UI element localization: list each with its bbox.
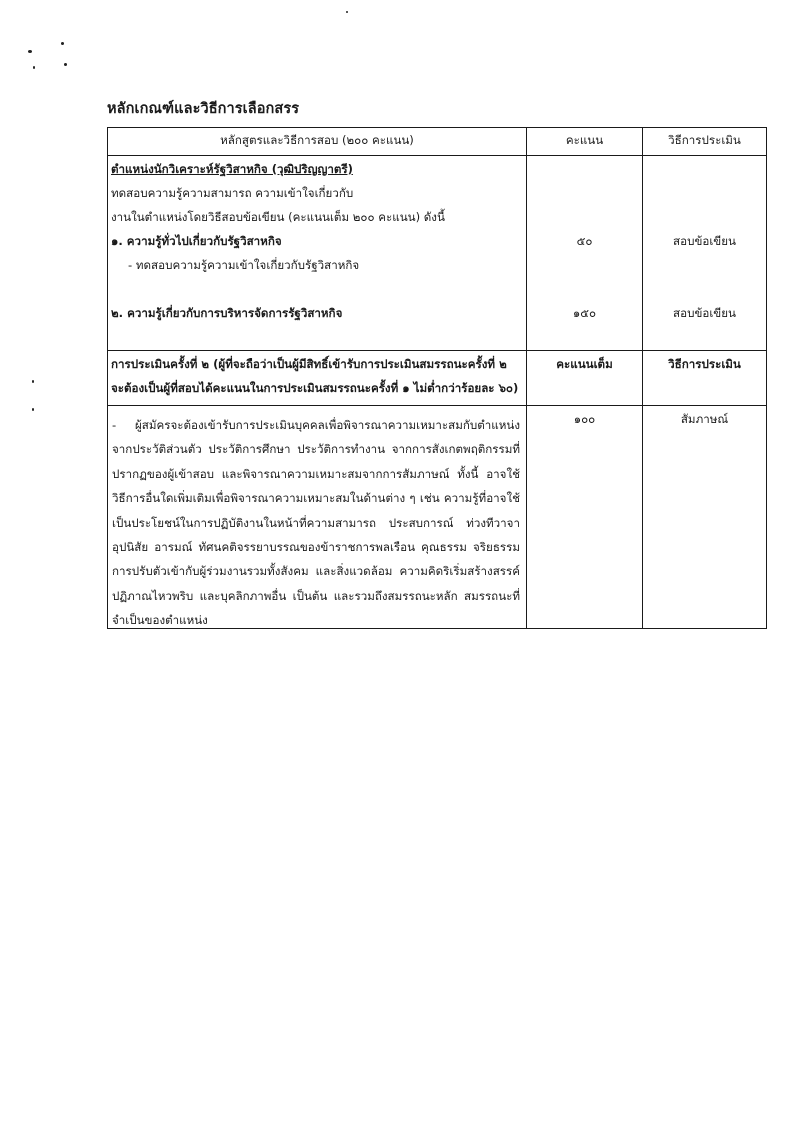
interview-description: - ผู้สมัครจะต้องเข้ารับการประเมินบุคคลเพื่อพิจารณาความเหมาะสมกับตำแหน่ง จากประวัติส่วนตัว ประวัติการศึกษา ประวัติการทำงาน จากการสังเกตพฤติกรรมที่ปรากฏของผู้เข้าสอบ และพิจารณาความเหมาะสมจากการสัมภาษณ์ ทั้งนี้ อาจใช้วิธีการอื่นใดเพิ่มเติมเพื่อพิจารณาความเหมาะสมในด้านต่าง ๆ เช่น ความรู้ที่อาจใช้เป็นประโยชน์ในการปฏิบัติงานในหน้าที่ความสามารถ ประสบการณ์ ท่วงทีวาจา อุปนิสัย อารมณ์ ทัศนคติจรรยาบรรณของข้าราชการพลเรือน คุณธรรม จริยธรรม การปรับตัวเข้ากับผู้ร่วมงานรวมทั้งสังคม และสิ่งแวดล้อม ความคิดริเริ่มสร้างสรรค์ ปฏิภาณไหวพริบ และบุคลิกภาพอื่น เป็นต้น และรวมถึงสมรรถนะหลัก สมรรถนะที่จำเป็นของตำแหน่ง bbox=[112, 418, 520, 628]
header-method: วิธีการประเมิน bbox=[668, 133, 741, 147]
section2-header: การประเมินครั้งที่ ๒ (ผู้ที่จะถือว่าเป็นผู้มีสิทธิ์เข้ารับการประเมินสมรรถนะครั้งที่ ๒ bbox=[111, 357, 507, 371]
item2-title: ๒. ความรู้เกี่ยวกับการบริหารจัดการรัฐวิสาหกิจ bbox=[111, 306, 343, 320]
header-curriculum: หลักสูตรและวิธีการสอบ (๒๐๐ คะแนน) bbox=[220, 133, 414, 147]
item2-score: ๑๕๐ bbox=[572, 306, 597, 320]
item2-method: สอบข้อเขียน bbox=[673, 306, 736, 320]
section2-header-row bbox=[108, 351, 767, 406]
interview-method: สัมภาษณ์ bbox=[680, 412, 729, 426]
intro-line: ทดสอบความรู้ความสามารถ ความเข้าใจเกี่ยวกับ bbox=[111, 186, 354, 200]
item1-subitem: - ทดสอบความรู้ความเข้าใจเกี่ยวกับรัฐวิสาหกิจ bbox=[128, 258, 360, 272]
item1-title: ๑. ความรู้ทั่วไปเกี่ยวกับรัฐวิสาหกิจ bbox=[111, 234, 282, 248]
item1-score: ๕๐ bbox=[576, 234, 593, 248]
section2-header: จะต้องเป็นผู้ที่สอบได้คะแนนในการประเมินสมรรถนะครั้งที่ ๑ ไม่ต่ำกว่าร้อยละ ๖๐) bbox=[111, 381, 519, 395]
table-row bbox=[108, 156, 767, 351]
section2-header-method: วิธีการประเมิน bbox=[668, 357, 741, 371]
section2-header-score: คะแนนเต็ม bbox=[556, 357, 613, 371]
header-score: คะแนน bbox=[565, 133, 604, 147]
interview-score: ๑๐๐ bbox=[573, 412, 596, 426]
table-row bbox=[108, 406, 767, 629]
item1-method: สอบข้อเขียน bbox=[673, 234, 736, 248]
intro-line: งานในตำแหน่งโดยวิธีสอบข้อเขียน (คะแนนเต็ม ๒๐๐ คะแนน) ดังนี้ bbox=[111, 210, 445, 224]
page-heading: หลักเกณฑ์และวิธีการเลือกสรร bbox=[107, 101, 300, 117]
position-title: ตำแหน่งนักวิเคราะห์รัฐวิสาหกิจ (วุฒิปริญญาตรี) bbox=[111, 162, 353, 176]
table-header-row bbox=[108, 128, 767, 156]
selection-criteria-table bbox=[107, 127, 767, 629]
